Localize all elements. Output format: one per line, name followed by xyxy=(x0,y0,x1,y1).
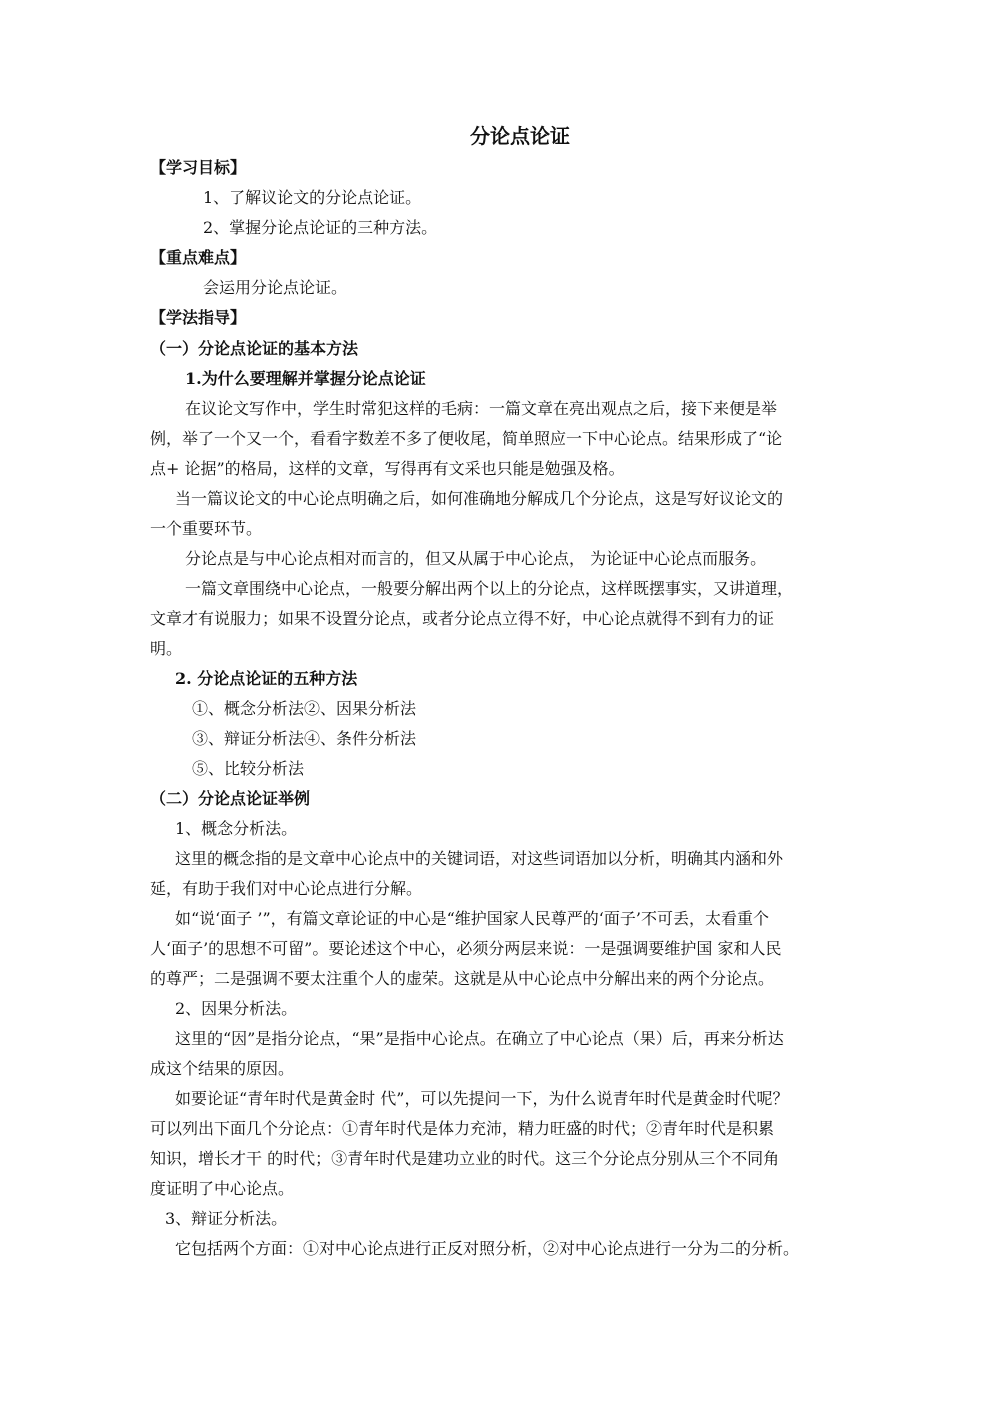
paragraph-line: 当一篇议论文的中心论点明确之后，如何准确地分解成几个分论点，这是写好议论文的 xyxy=(175,489,784,508)
keypoint-text: 会运用分论点论证。 xyxy=(203,278,348,297)
paragraph-line: 这里的概念指的是文章中心论点中的关键词语，对这些词语加以分析，明确其内涵和外 xyxy=(175,849,784,868)
goal-item-2: 2、掌握分论点论证的三种方法。 xyxy=(203,218,438,237)
paragraph-line: 分论点是与中心论点相对而言的，但又从属于中心论点， 为论证中心论点而服务。 xyxy=(185,549,767,568)
paragraph-line: 它包括两个方面：①对中心论点进行正反对照分析，②对中心论点进行一分为二的分析。 xyxy=(175,1239,800,1258)
paragraph-line: 可以列出下面几个分论点：①青年时代是体力充沛，精力旺盛的时代；②青年时代是积累 xyxy=(150,1119,775,1138)
section-heading-keypoints: 【重点难点】 xyxy=(150,248,247,267)
paragraph-line: 例，举了一个又一个，看看字数差不多了便收尾，简单照应一下中心论点。结果形成了“论 xyxy=(150,429,783,448)
paragraph-line: 点+ 论据”的格局，这样的文章，写得再有文采也只能是勉强及格。 xyxy=(150,459,625,478)
paragraph-line: 一篇文章围绕中心论点，一般要分解出两个以上的分论点，这样既摆事实，又讲道理， xyxy=(185,579,794,598)
paragraph-line: 的尊严；二是强调不要太注重个人的虚荣。这就是从中心论点中分解出来的两个分论点。 xyxy=(150,969,775,988)
paragraph-line: 明。 xyxy=(150,639,183,658)
method-list-item: ③、辩证分析法④、条件分析法 xyxy=(192,729,417,748)
paragraph-line: 在议论文写作中，学生时常犯这样的毛病：一篇文章在亮出观点之后，接下来便是举 xyxy=(185,399,778,418)
section-heading-method: 【学法指导】 xyxy=(150,308,247,327)
paragraph-line: 如“说‘面子 ’”，有篇文章论证的中心是“维护国家人民尊严的‘面子’不可丢，太看重个 xyxy=(175,909,769,928)
paragraph-line: 成这个结果的原因。 xyxy=(150,1059,295,1078)
paragraph-line: 延，有助于我们对中心论点进行分解。 xyxy=(150,879,423,898)
method-list-item: ①、概念分析法②、因果分析法 xyxy=(192,699,417,718)
subsection-heading-1: （一）分论点论证的基本方法 xyxy=(150,339,359,358)
goal-item-1: 1、了解议论文的分论点论证。 xyxy=(203,188,422,207)
paragraph-line: 知识，增长才干 的时代；③青年时代是建功立业的时代。这三个分论点分别从三个不同角 xyxy=(150,1149,780,1168)
paragraph-line: 人‘面子’的思想不可留”。要论述这个中心，必须分两层来说：一是强调要维护国 家和人民 xyxy=(150,939,782,958)
section-heading-goals: 【学习目标】 xyxy=(150,158,247,177)
example-heading-2: 2、因果分析法。 xyxy=(175,999,298,1018)
paragraph-line: 一个重要环节。 xyxy=(150,519,263,538)
topic-heading-2: 2. 分论点论证的五种方法 xyxy=(175,669,358,688)
example-heading-3: 3、辩证分析法。 xyxy=(165,1209,288,1228)
method-list-item: ⑤、比较分析法 xyxy=(192,759,305,778)
subsection-heading-2: （二）分论点论证举例 xyxy=(150,789,311,808)
paragraph-line: 度证明了中心论点。 xyxy=(150,1179,295,1198)
paragraph-line: 文章才有说服力；如果不设置分论点，或者分论点立得不好，中心论点就得不到有力的证 xyxy=(150,609,775,628)
paragraph-line: 如要论证“青年时代是黄金时 代”，可以先提问一下，为什么说青年时代是黄金时代呢？ xyxy=(175,1089,789,1108)
topic-heading-1: 1.为什么要理解并掌握分论点论证 xyxy=(185,369,426,388)
example-heading-1: 1、概念分析法。 xyxy=(175,819,298,838)
paragraph-line: 这里的“因”是指分论点，“果”是指中心论点。在确立了中心论点（果）后，再来分析达 xyxy=(175,1029,784,1048)
page-title: 分论点论证 xyxy=(470,124,570,148)
